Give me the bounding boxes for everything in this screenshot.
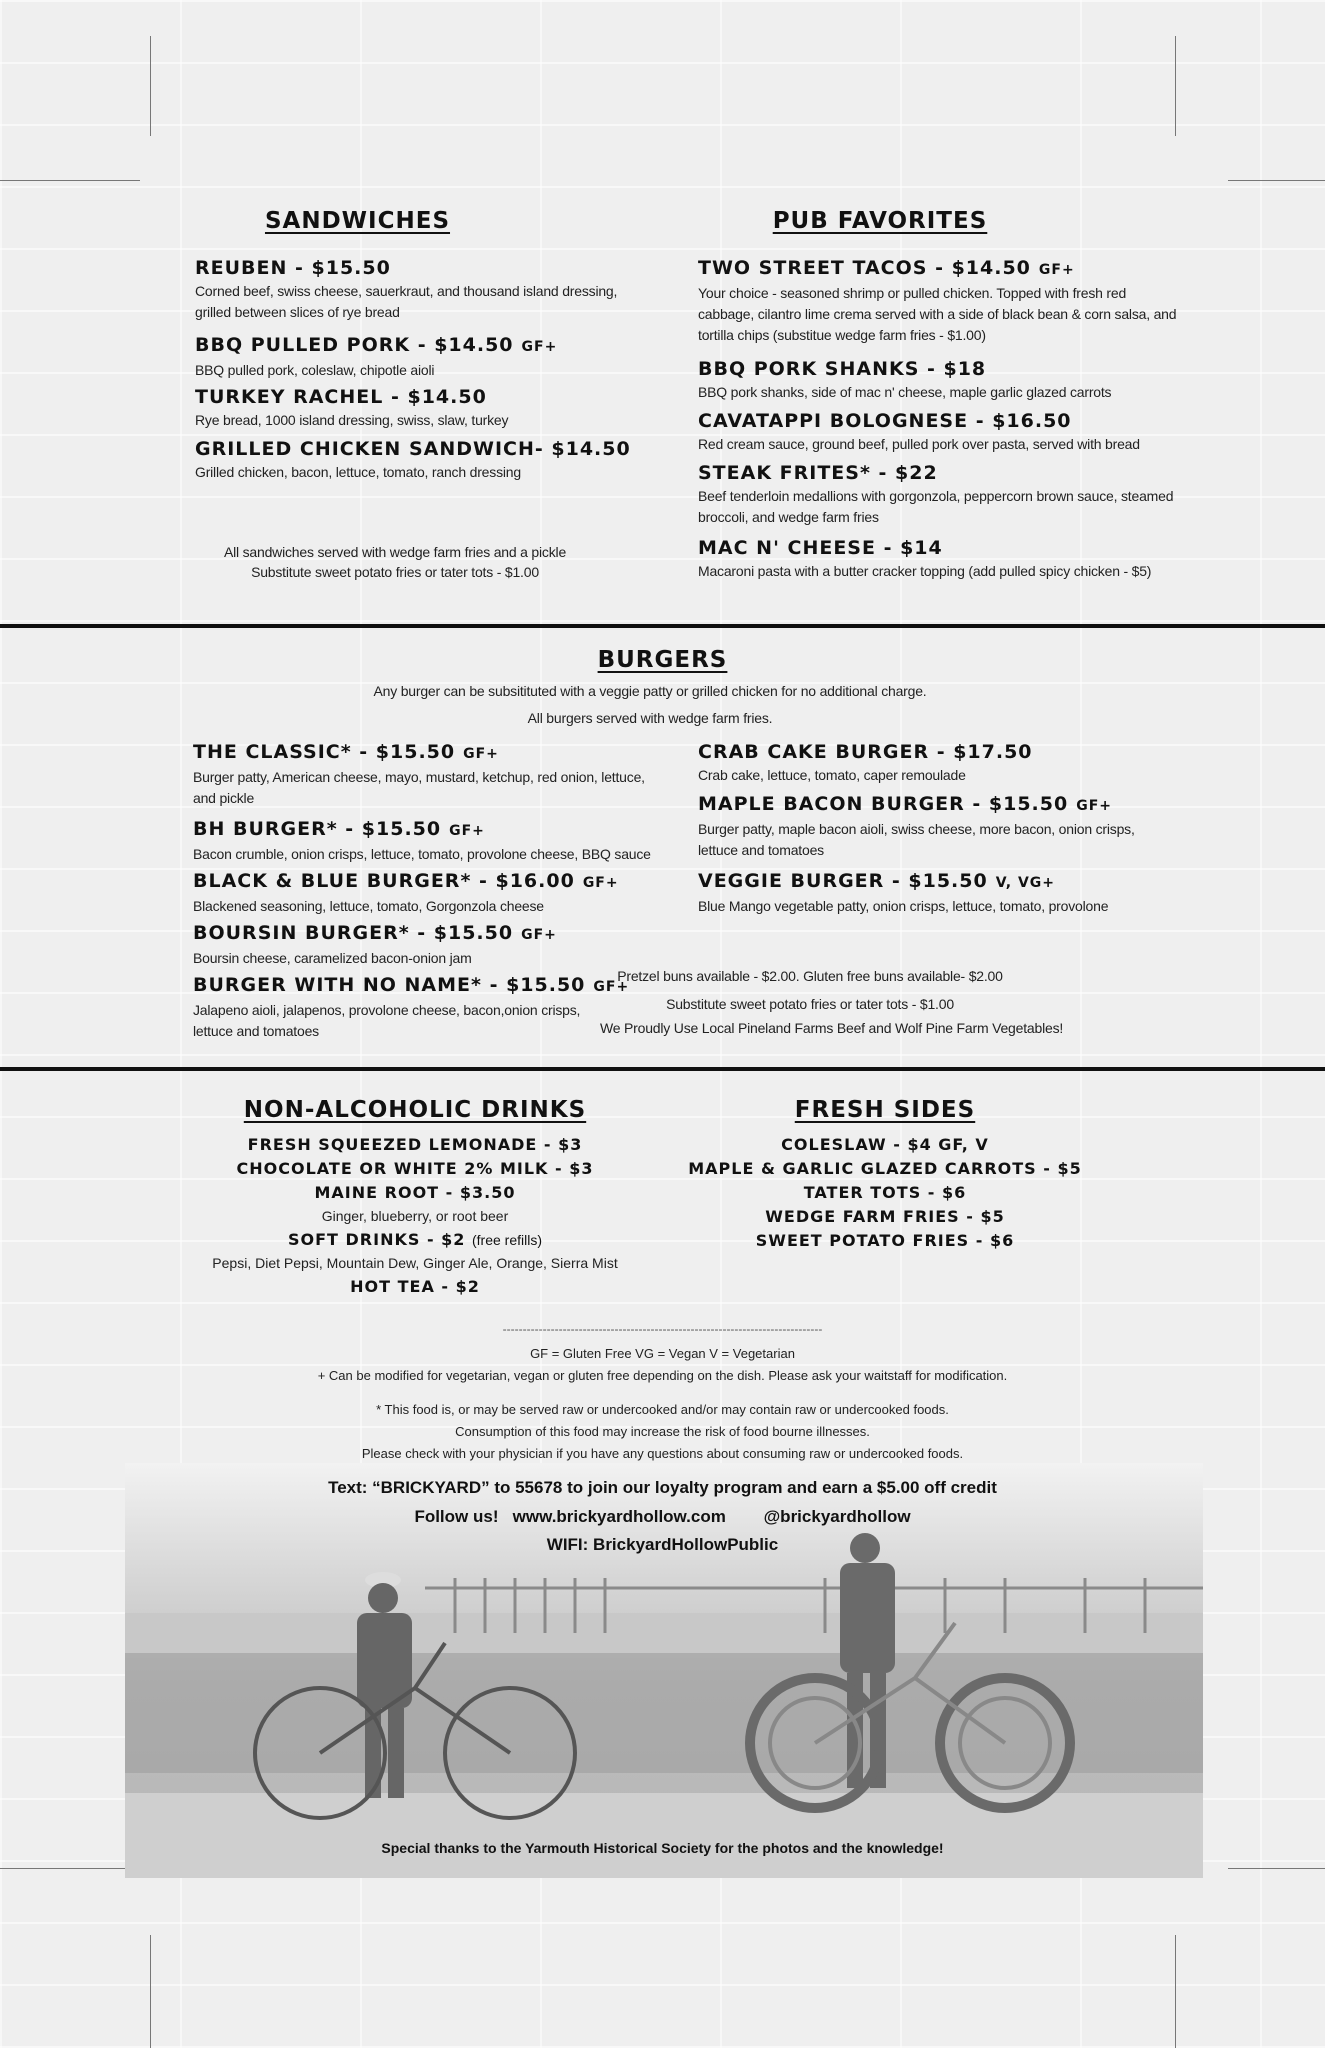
burgers-note: We Proudly Use Local Pineland Farms Beef and Wolf Pine Farm Vegetables! <box>600 1020 1064 1036</box>
menu-item-maple-bacon-burger <box>698 791 1168 861</box>
item-name: BLACK & BLUE BURGER* - $16.00 GF+ <box>193 870 619 892</box>
dietary-tag: V, VG+ <box>995 875 1055 891</box>
item-desc: Burger patty, maple bacon aioli, swiss cheese, more bacon, onion crisps, lettuce and tomatoes <box>698 821 1135 858</box>
item-name: TWO STREET TACOS - $14.50 GF+ <box>698 257 1075 279</box>
menu-item-veggie-burger <box>698 868 1168 917</box>
crop-mark <box>0 1868 140 1869</box>
crop-mark <box>1175 36 1176 136</box>
item-desc: Rye bread, 1000 island dressing, swiss, slaw, turkey <box>195 412 509 428</box>
item-desc: Your choice - seasoned shrimp or pulled chicken. Topped with fresh red cabbage, cilantro lime crema served with a side of black bean & corn salsa, and tortilla chips (substitue wedge farm fries - $1.00) <box>698 285 1177 343</box>
item-name: STEAK FRITES* - $22 <box>698 462 938 484</box>
item-name: THE CLASSIC* - $15.50 GF+ <box>193 741 499 763</box>
burgers-note: Pretzel buns available - $2.00. Gluten free buns available- $2.00 <box>617 968 1003 984</box>
menu-item-bbq-pulled-pork <box>195 332 645 381</box>
item-name: CRAB CAKE BURGER - $17.50 <box>698 741 1033 763</box>
photo-credit: Special thanks to the Yarmouth Historical Society for the photos and the knowledge! <box>381 1840 944 1856</box>
sides-title: FRESH SIDES <box>794 1097 976 1123</box>
dietary-tag: GF+ <box>449 823 485 839</box>
side-item: COLESLAW - $4 GF, V <box>781 1135 989 1154</box>
side-item: MAPLE & GARLIC GLAZED CARROTS - $5 <box>688 1159 1082 1178</box>
menu-item-reuben <box>195 255 645 323</box>
section-divider <box>0 624 1325 628</box>
follow-us: Follow us! www.brickyardhollow.com @brickyardhollow <box>414 1507 911 1526</box>
crop-mark <box>1228 180 1325 181</box>
dietary-tag: GF+ <box>1038 262 1075 278</box>
pub-favorites-title: PUB FAVORITES <box>772 208 988 234</box>
drink-milk: CHOCOLATE OR WHITE 2% MILK - $3 <box>236 1159 594 1178</box>
item-name: BURGER WITH NO NAME* - $15.50 GF+ <box>193 974 630 996</box>
item-desc: Bacon crumble, onion crisps, lettuce, tomato, provolone cheese, BBQ sauce <box>193 846 651 862</box>
item-name: BBQ PULLED PORK - $14.50 GF+ <box>195 334 558 356</box>
item-desc: Beef tenderloin medallions with gorgonzola, peppercorn brown sauce, steamed broccoli, and wedge farm fries <box>698 488 1174 525</box>
legend-raw-warning: Please check with your physician if you have any questions about consuming raw or undercooked foods. <box>361 1446 964 1461</box>
item-name: VEGGIE BURGER - $15.50 V, VG+ <box>698 870 1055 892</box>
side-item: SWEET POTATO FRIES - $6 <box>755 1231 1015 1250</box>
menu-item-turkey-rachel <box>195 384 645 431</box>
menu-item-grilled-chicken-sandwich <box>195 436 645 483</box>
burgers-intro: All burgers served with wedge farm fries. <box>527 710 773 726</box>
item-name: TURKEY RACHEL - $14.50 <box>195 386 487 408</box>
dietary-tag: GF+ <box>521 927 557 943</box>
burgers-note: Substitute sweet potato fries or tater tots - $1.00 <box>666 996 954 1012</box>
menu-item-the-classic <box>193 739 663 809</box>
item-desc: Red cream sauce, ground beef, pulled pork over pasta, served with bread <box>698 436 1140 452</box>
drinks-list <box>190 1133 640 1299</box>
crop-mark <box>150 1935 151 2048</box>
drink-maine-root: MAINE ROOT - $3.50 <box>314 1183 516 1202</box>
item-name: REUBEN - $15.50 <box>195 257 391 279</box>
crop-mark <box>0 180 140 181</box>
dietary-tag: GF+ <box>593 979 630 995</box>
legend-raw-warning: * This food is, or may be served raw or undercooked and/or may contain raw or undercooked foods. <box>376 1402 949 1417</box>
menu-item-boursin-burger <box>193 920 673 969</box>
drinks-title: NON-ALCOHOLIC DRINKS <box>243 1097 587 1123</box>
drink-soft-drinks-suffix: (free refills) <box>472 1232 543 1248</box>
item-name: GRILLED CHICKEN SANDWICH- $14.50 <box>195 438 631 460</box>
item-desc: Jalapeno aioli, jalapenos, provolone cheese, bacon,onion crisps, lettuce and tomatoes <box>193 1002 581 1039</box>
menu-item-burger-with-no-name <box>193 972 630 1042</box>
legend-raw-warning: Consumption of this food may increase the risk of food bourne illnesses. <box>455 1424 870 1439</box>
menu-item-bbq-pork-shanks <box>698 356 1178 403</box>
crop-mark <box>150 36 151 136</box>
dietary-tag: GF+ <box>1076 798 1113 814</box>
item-desc: Blue Mango vegetable patty, onion crisps, lettuce, tomato, provolone <box>698 898 1109 914</box>
menu-item-cavatappi-bolognese <box>698 408 1178 455</box>
sides-list <box>660 1133 1110 1253</box>
item-desc: BBQ pork shanks, side of mac n' cheese, maple garlic glazed carrots <box>698 384 1112 400</box>
burgers-intro: Any burger can be subsitituted with a veggie patty or grilled chicken for no additional charge. <box>373 683 927 699</box>
side-item: TATER TOTS - $6 <box>803 1183 967 1202</box>
dietary-tag: GF+ <box>521 339 558 355</box>
menu-item-mac-n-cheese <box>698 535 1178 582</box>
sandwiches-note: All sandwiches served with wedge farm fries and a pickle <box>223 544 567 560</box>
crop-mark <box>1175 1935 1176 2048</box>
drink-maine-root-desc: Ginger, blueberry, or root beer <box>321 1208 509 1224</box>
item-name: MAC N' CHEESE - $14 <box>698 537 943 559</box>
item-name: BH BURGER* - $15.50 GF+ <box>193 818 485 840</box>
section-divider <box>0 1067 1325 1071</box>
item-name: BBQ PORK SHANKS - $18 <box>698 358 987 380</box>
menu-item-steak-frites <box>698 460 1178 528</box>
item-name: MAPLE BACON BURGER - $15.50 GF+ <box>698 793 1113 815</box>
item-desc: Boursin cheese, caramelized bacon-onion jam <box>193 950 472 966</box>
side-item: WEDGE FARM FRIES - $5 <box>765 1207 1005 1226</box>
sandwiches-title: SANDWICHES <box>264 208 451 234</box>
legend-key: GF = Gluten Free VG = Vegan V = Vegetarian <box>530 1346 795 1361</box>
dietary-tag: GF+ <box>463 746 499 762</box>
menu-item-crab-cake-burger <box>698 739 1168 786</box>
sandwiches-note: Substitute sweet potato fries or tater tots - $1.00 <box>251 564 539 580</box>
menu-item-bh-burger <box>193 816 673 865</box>
item-desc: Burger patty, American cheese, mayo, mustard, ketchup, red onion, lettuce, and pickle <box>193 769 645 806</box>
item-name: BOURSIN BURGER* - $15.50 GF+ <box>193 922 557 944</box>
legend-divider: -------------------------------------------------------------------------------- <box>502 1322 823 1336</box>
loyalty-text: Text: “BRICKYARD” to 55678 to join our loyalty program and earn a $5.00 off credit <box>328 1478 997 1497</box>
dietary-tag: GF+ <box>582 875 619 891</box>
drink-lemonade: FRESH SQUEEZED LEMONADE - $3 <box>247 1135 583 1154</box>
item-desc: Corned beef, swiss cheese, sauerkraut, and thousand island dressing, grilled between slices of rye bread <box>195 283 618 320</box>
wifi-info: WIFI: BrickyardHollowPublic <box>546 1535 779 1554</box>
drink-hot-tea: HOT TEA - $2 <box>350 1277 480 1296</box>
item-name: CAVATAPPI BOLOGNESE - $16.50 <box>698 410 1072 432</box>
item-desc: Crab cake, lettuce, tomato, caper remoulade <box>698 767 966 783</box>
item-desc: BBQ pulled pork, coleslaw, chipotle aioli <box>195 362 435 378</box>
item-desc: Blackened seasoning, lettuce, tomato, Gorgonzola cheese <box>193 898 544 914</box>
menu-item-street-tacos <box>698 255 1178 346</box>
drink-soft-drinks-desc: Pepsi, Diet Pepsi, Mountain Dew, Ginger Ale, Orange, Sierra Mist <box>212 1255 618 1271</box>
item-desc: Grilled chicken, bacon, lettuce, tomato, ranch dressing <box>195 464 521 480</box>
legend-modifier: + Can be modified for vegetarian, vegan or gluten free depending on the dish. Please ask your waitstaff for modification. <box>317 1368 1008 1383</box>
drink-soft-drinks: SOFT DRINKS - $2 (free refills) <box>287 1230 543 1249</box>
burgers-title: BURGERS <box>597 647 728 673</box>
menu-item-black-and-blue-burger <box>193 868 673 917</box>
crop-mark <box>1228 1868 1325 1869</box>
item-desc: Macaroni pasta with a butter cracker topping (add pulled spicy chicken - $5) <box>698 563 1152 579</box>
